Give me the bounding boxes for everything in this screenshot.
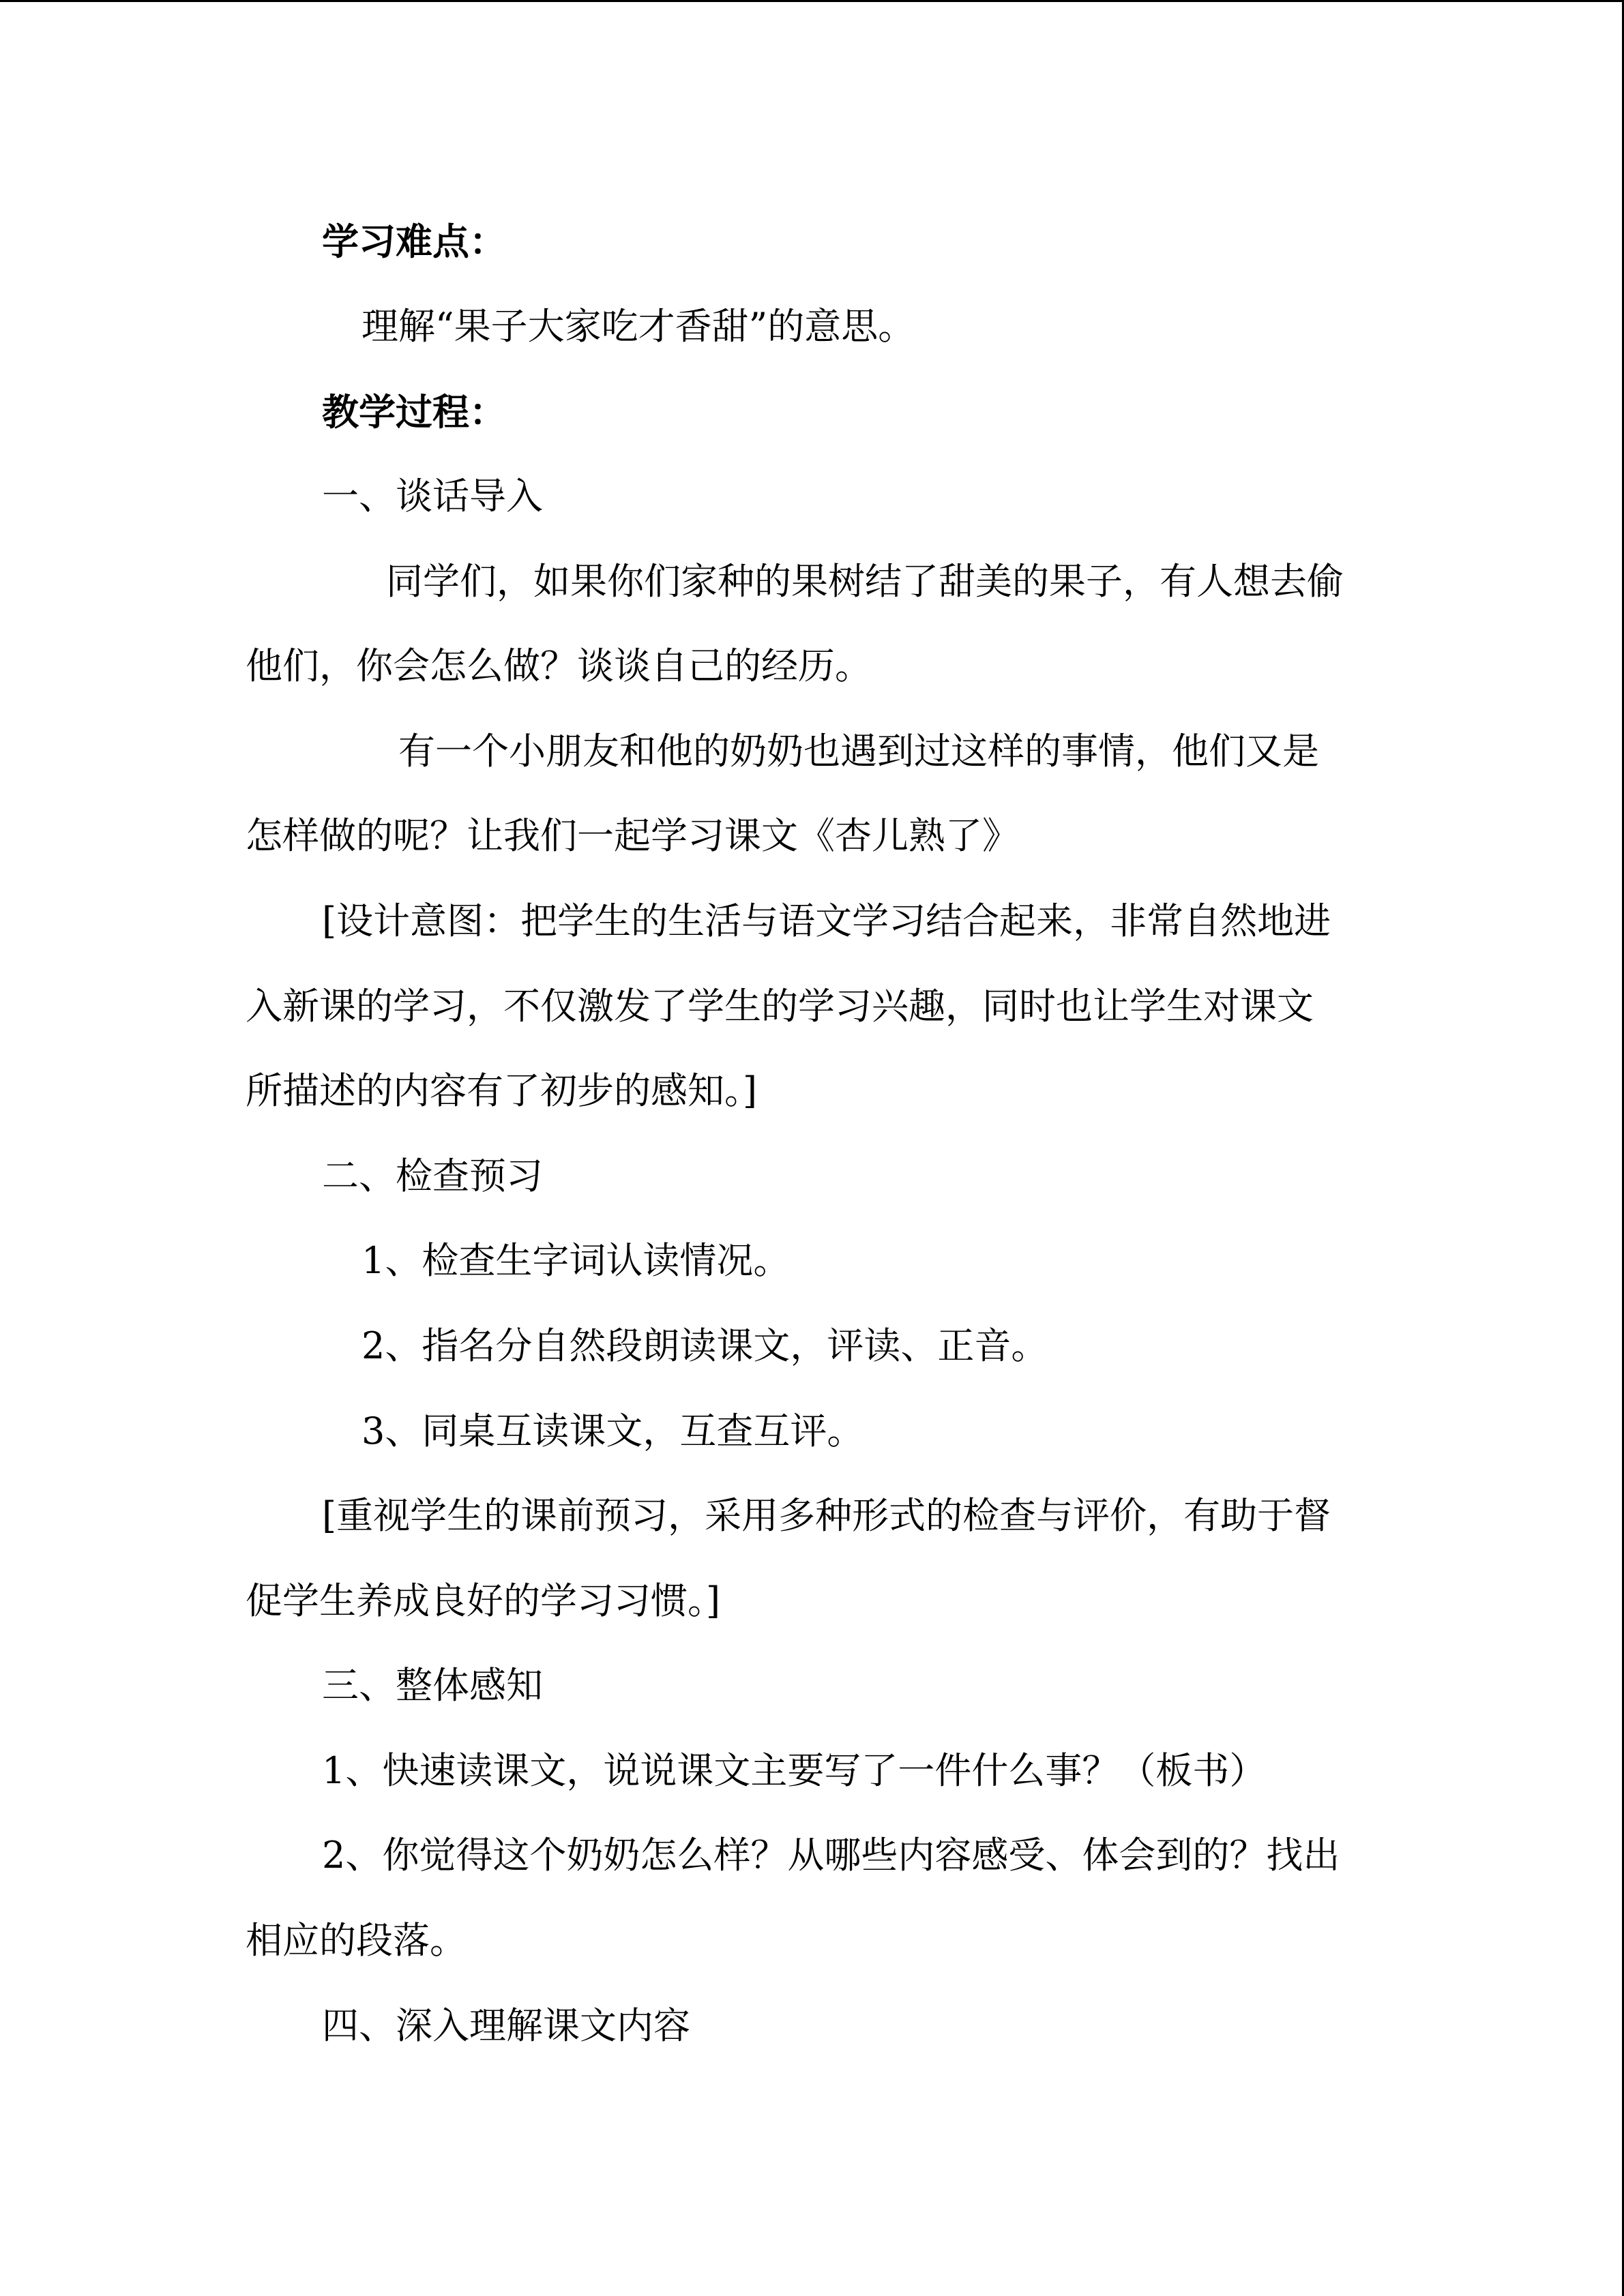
- section4-title: 四、深入理解课文内容: [322, 2004, 690, 2047]
- section2-note-line1: [重视学生的课前预习，采用多种形式的检查与评价，有助于督: [322, 1494, 1331, 1537]
- section2-item1: 1、检查生字词认读情况。: [361, 1239, 791, 1282]
- section1-para2-line1: 有一个小朋友和他的奶奶也遇到过这样的事情，他们又是: [398, 730, 1319, 773]
- section1-para1-line1: 同学们，如果你们家种的果树结了甜美的果子，有人想去偷: [386, 560, 1344, 603]
- section3-item2-line2: 相应的段落。: [246, 1919, 467, 1962]
- difficulty-text: 理解“果子大家吃才香甜”的意思。: [361, 305, 915, 348]
- section2-item3: 3、同桌互读课文，互查互评。: [361, 1410, 864, 1452]
- section3-item1: 1、快速读课文，说说课文主要写了一件什么事？（板书）: [322, 1749, 1267, 1792]
- section1-design-line3: 所描述的内容有了初步的感知。]: [246, 1069, 758, 1112]
- process-heading: 教学过程：: [322, 390, 506, 434]
- section3-item2-line1: 2、你觉得这个奶奶怎么样？从哪些内容感受、体会到的？找出: [322, 1834, 1340, 1877]
- section1-design-line1: [设计意图：把学生的生活与语文学习结合起来，非常自然地进: [322, 899, 1331, 942]
- section3-title: 三、整体感知: [322, 1664, 543, 1707]
- section2-title: 二、检查预习: [322, 1154, 543, 1197]
- section2-item2: 2、指名分自然段朗读课文，评读、正音。: [361, 1324, 1048, 1367]
- section1-para2-line2: 怎样做的呢？让我们一起学习课文《杏儿熟了》: [246, 814, 1019, 857]
- difficulty-heading: 学习难点：: [322, 220, 506, 263]
- section1-para1-line2: 他们，你会怎么做？谈谈自己的经历。: [246, 644, 872, 687]
- section2-note-line2: 促学生养成良好的学习习惯。]: [246, 1579, 721, 1622]
- section1-design-line2: 入新课的学习，不仅激发了学生的学习兴趣，同时也让学生对课文: [246, 985, 1314, 1028]
- section1-title: 一、谈话导入: [322, 475, 543, 518]
